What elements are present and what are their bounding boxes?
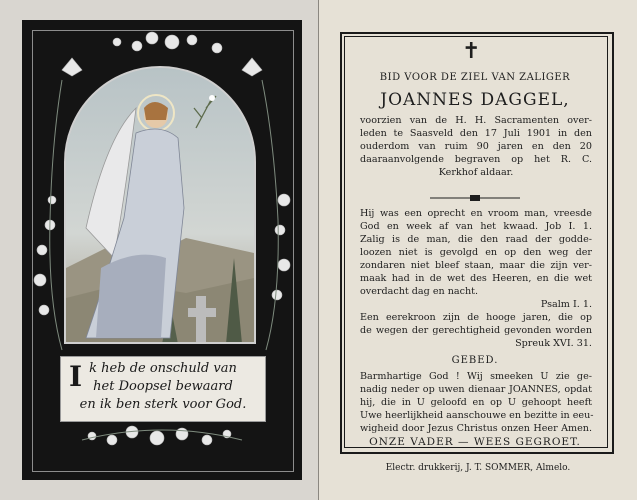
deceased-name: JOANNES DAGGEL, — [380, 90, 570, 110]
divider-ornament — [430, 194, 520, 202]
motto-line-1: k heb de onschuld van — [89, 361, 237, 376]
body-line-7: overdacht dag en nacht. — [360, 286, 479, 297]
motto-panel — [60, 356, 266, 422]
intro-line-5: Kerkhof aldaar. — [438, 167, 514, 178]
heading: BID VOOR DE ZIEL VAN ZALIGER — [379, 72, 571, 83]
motto-drop-cap: I — [69, 360, 83, 393]
body-line-8: Psalm I. 1. — [540, 299, 592, 310]
intro-line-4: daaraanvolgende begraven op het R. C. — [360, 154, 592, 165]
body-line-11: Spreuk XVI. 31. — [515, 338, 592, 349]
closing-prayers: ONZE VADER — WEES GEGROET. — [369, 436, 581, 448]
cross-icon: ✝ — [462, 39, 481, 64]
intro-line-3: ouderdom van ruim 90 jaren en den 20 — [360, 141, 592, 152]
prayer-line-1: Barmhartige God ! Wij smeeken U zie ge- — [360, 371, 592, 382]
body-line-4: loozen niet is gevolgd en op den weg der — [360, 247, 592, 258]
intro-line-2: leden te Saasveld den 17 Juli 1901 in den — [360, 128, 592, 139]
body-line-9: Een eerekroon zijn de hooge jaren, die op — [360, 312, 592, 323]
prayer-title: GEBED. — [451, 355, 499, 366]
motto-line-2: het Doopsel bewaard — [93, 379, 233, 394]
body-line-6: maak had in de wet des Heeren, en die wet — [360, 273, 592, 284]
printer-credit: Electr. drukkerij, J. T. SOMMER, Almelo. — [385, 463, 571, 473]
prayer-line-5: wigheid door Jezus Christus onzen Heer Amen. — [360, 423, 592, 434]
holy-card-front — [0, 0, 318, 500]
intro-line-1: voorzien van de H. H. Sacramenten over- — [360, 115, 592, 126]
prayer-line-4: Uwe heerlijkheid aanschouwe en bezitte in eeu- — [360, 410, 594, 421]
body-line-2: God en week af van het kwaad. Job I. 1. — [360, 221, 592, 232]
angel-illustration — [64, 66, 256, 344]
motto-line-3: en ik ben sterk voor God. — [79, 397, 247, 412]
prayer-line-3: hij, die in U geloofd en op U gehoopt heeft — [360, 397, 592, 408]
body-line-1: Hij was een oprecht en vroom man, vreesde — [360, 208, 592, 219]
body-line-3: Zalig is de man, die den raad der godde- — [360, 234, 592, 245]
body-line-10: de wegen der gerechtigheid gevonden worden — [360, 325, 592, 336]
body-line-5: zondaren niet bleef staan, maar die zijn ver- — [360, 260, 592, 271]
prayer-line-2: nadig neder op uwen dienaar JOANNES, opdat — [360, 384, 592, 395]
